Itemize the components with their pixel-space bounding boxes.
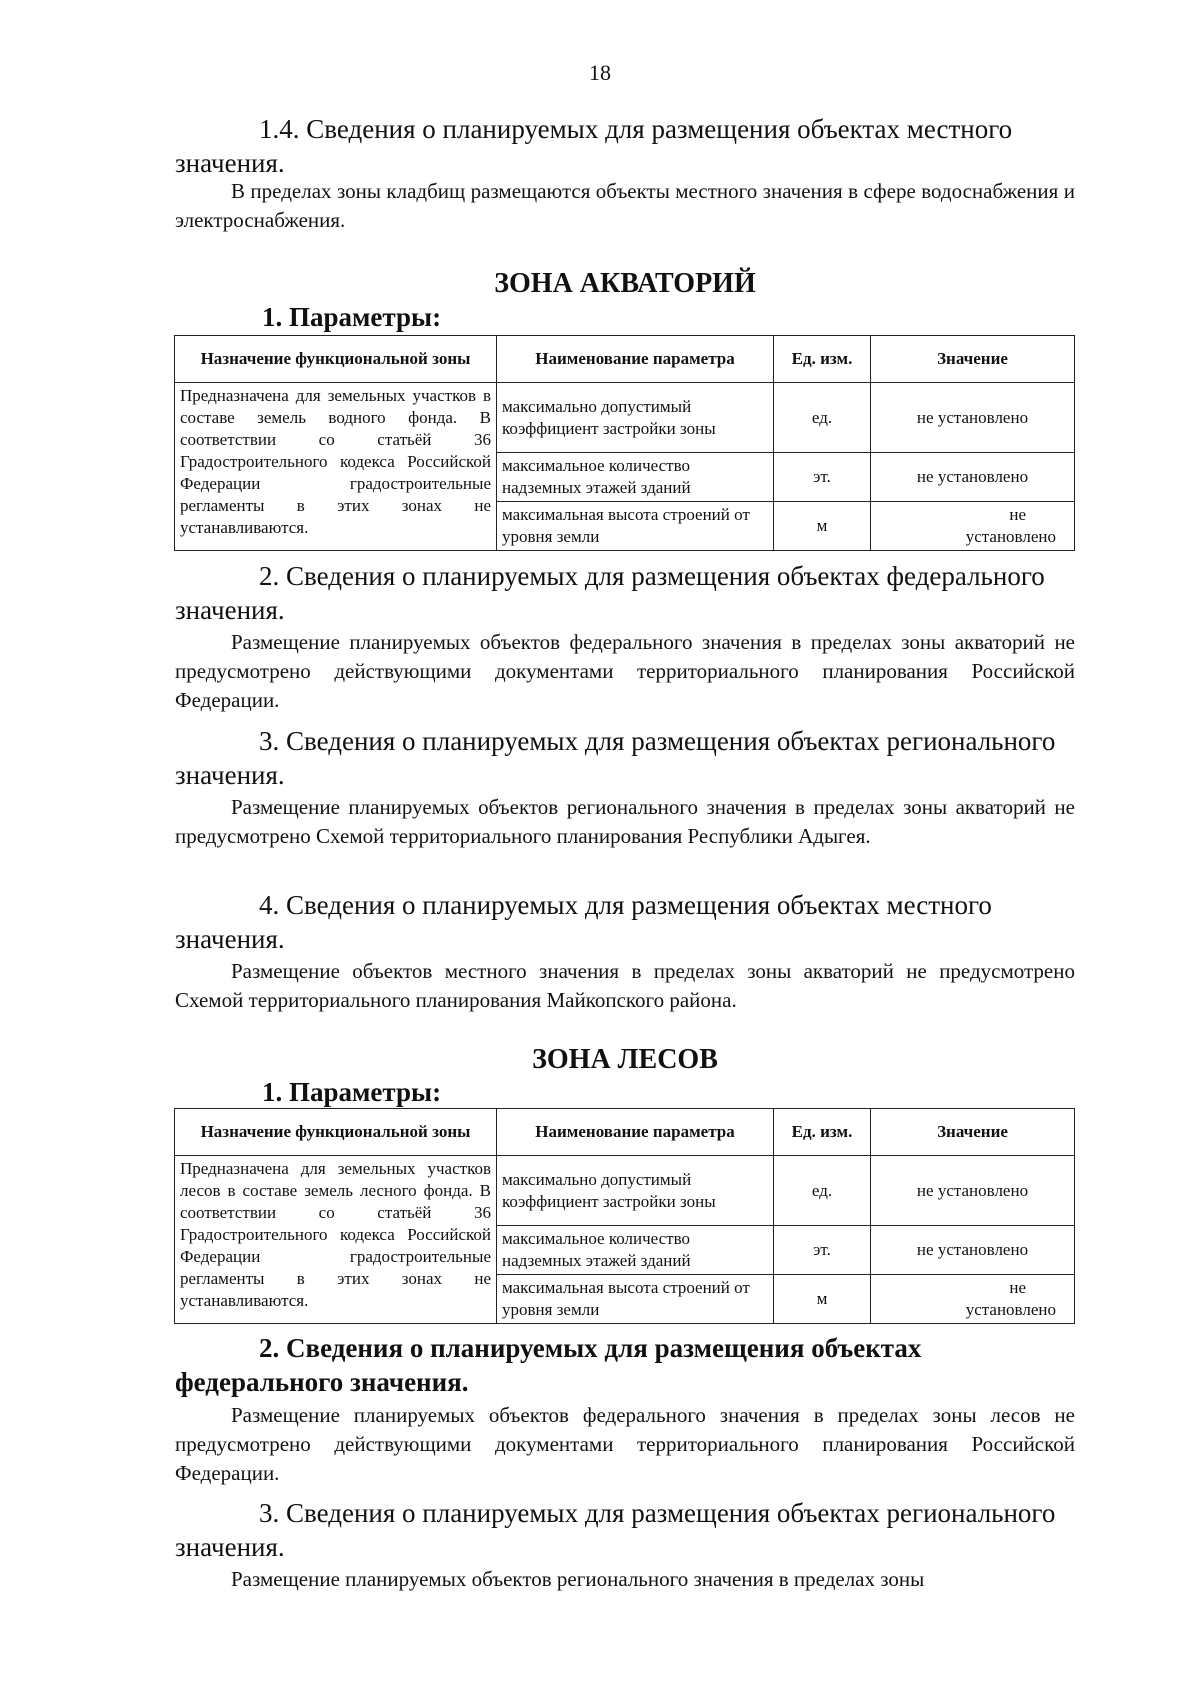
table-header-row — [175, 336, 1075, 383]
value-line-1: не — [1009, 1278, 1026, 1297]
param-cell: максимальная высота строений от уровня земли — [497, 502, 774, 551]
unit-cell: эт. — [774, 1226, 871, 1275]
value-cell — [871, 1275, 1075, 1324]
page-number: 18 — [589, 60, 611, 85]
zone-forests-section-2-text: Размещение планируемых объектов федерального значения в пределах зоны лесов не предусмотрено действующими документами территориального планирования Российской Федерации. — [175, 1403, 1075, 1485]
table-header-row — [175, 1109, 1075, 1156]
header-value: Значение — [871, 336, 1075, 383]
param-cell: максимальное количество надземных этажей зданий — [497, 1226, 774, 1275]
param-cell: максимально допустимый коэффициент застройки зоны — [497, 1156, 774, 1226]
header-purpose: Назначение функциональной зоны — [175, 336, 497, 383]
header-value: Значение — [871, 1109, 1075, 1156]
value-line-1: не — [1009, 505, 1026, 524]
header-unit: Ед. изм. — [774, 336, 871, 383]
purpose-cell: Предназначена для земельных участков в составе земель водного фонда. В соответствии со статьёй 36 Градостроительного кодекса Российской Федерации градостроительные регламенты в этих зонах не устанавливаются. — [175, 383, 497, 551]
header-unit: Ед. изм. — [774, 1109, 871, 1156]
zone-aquatory-section-3-heading: 3. Сведения о планируемых для размещения объектах регионального значения. — [175, 726, 1056, 790]
value-line-2: установлено — [965, 527, 1056, 546]
value-cell: не установлено — [871, 453, 1075, 502]
zone-forests-params-title: 1. Параметры: — [262, 1077, 442, 1107]
section-1-4-heading: 1.4. Сведения о планируемых для размещения объектах местного значения. — [175, 114, 1013, 178]
table-row — [175, 1156, 1075, 1226]
zone-aquatory-section-4-heading: 4. Сведения о планируемых для размещения объектах местного значения. — [175, 890, 992, 954]
param-cell: максимальное количество надземных этажей зданий — [497, 453, 774, 502]
zone-forests-params-table — [174, 1108, 1075, 1324]
zone-title-forests: ЗОНА ЛЕСОВ — [532, 1044, 718, 1075]
unit-cell: эт. — [774, 453, 871, 502]
unit-cell: ед. — [774, 383, 871, 453]
zone-forests-section-2-heading: 2. Сведения о планируемых для размещения объектах федерального значения. — [175, 1333, 922, 1397]
zone-title-aquatory: ЗОНА АКВАТОРИЙ — [494, 268, 756, 299]
value-cell: не установлено — [871, 1226, 1075, 1275]
unit-cell: м — [774, 502, 871, 551]
unit-cell: м — [774, 1275, 871, 1324]
zone-forests-section-3-text: Размещение планируемых объектов регионального значения в пределах зоны — [231, 1567, 925, 1591]
value-cell: не установлено — [871, 1156, 1075, 1226]
param-cell: максимально допустимый коэффициент застройки зоны — [497, 383, 774, 453]
zone-aquatory-params-title: 1. Параметры: — [262, 302, 442, 332]
zone-aquatory-section-2-text: Размещение планируемых объектов федерального значения в пределах зоны акваторий не предусмотрено действующими документами территориального планирования Российской Федерации. — [175, 630, 1075, 712]
header-purpose: Назначение функциональной зоны — [175, 1109, 497, 1156]
value-cell: не установлено — [871, 383, 1075, 453]
zone-aquatory-section-4-text: Размещение объектов местного значения в пределах зоны акваторий не предусмотрено Схемой территориального планирования Майкопского района. — [175, 959, 1075, 1012]
value-line-2: установлено — [965, 1300, 1056, 1319]
zone-aquatory-section-2-heading: 2. Сведения о планируемых для размещения объектах федерального значения. — [175, 561, 1045, 625]
header-param: Наименование параметра — [497, 336, 774, 383]
zone-aquatory-section-3-text: Размещение планируемых объектов регионального значения в пределах зоны акваторий не предусмотрено Схемой территориального планирования Республики Адыгея. — [175, 795, 1075, 848]
section-1-4-text: В пределах зоны кладбищ размещаются объекты местного значения в сфере водоснабжения и электроснабжения. — [175, 179, 1075, 232]
value-cell — [871, 502, 1075, 551]
param-cell: максимальная высота строений от уровня земли — [497, 1275, 774, 1324]
zone-aquatory-params-table — [174, 335, 1075, 551]
unit-cell: ед. — [774, 1156, 871, 1226]
header-param: Наименование параметра — [497, 1109, 774, 1156]
table-row — [175, 383, 1075, 453]
zone-forests-section-3-heading: 3. Сведения о планируемых для размещения объектах регионального значения. — [175, 1498, 1056, 1562]
purpose-cell: Предназначена для земельных участков лесов в составе земель лесного фонда. В соответствии со статьёй 36 Градостроительного кодекса Российской Федерации градостроительные регламенты в этих зонах не устанавливаются. — [175, 1156, 497, 1324]
